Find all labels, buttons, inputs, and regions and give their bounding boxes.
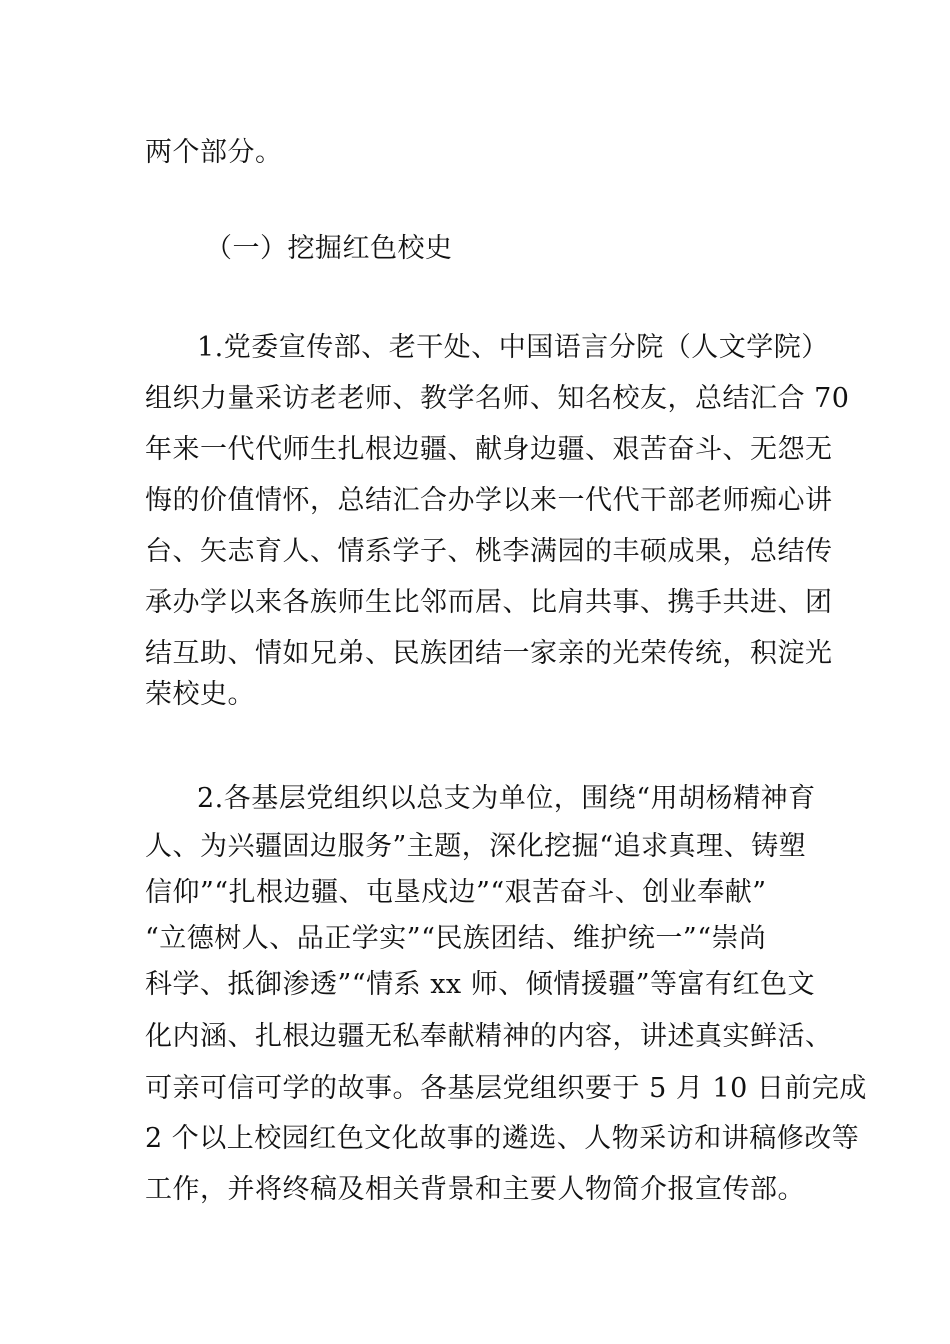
paragraph-line: 1.党委宣传部、老干处、中国语言分院（人文学院）	[197, 332, 829, 363]
paragraph-line: 人、为兴疆固边服务”主题，深化挖掘“追求真理、铸塑	[145, 831, 807, 862]
paragraph-line: 信仰”“扎根边疆、屯垦戍边”“艰苦奋斗、创业奉献”	[145, 877, 767, 908]
paragraph-line: 年来一代代师生扎根边疆、献身边疆、艰苦奋斗、无怨无	[145, 434, 833, 465]
paragraph-line: 荣校史。	[145, 679, 255, 710]
paragraph-line: 工作，并将终稿及相关背景和主要人物简介报宣传部。	[145, 1174, 805, 1205]
paragraph-line: 2.各基层党组织以总支为单位，围绕“用胡杨精神育	[197, 783, 816, 814]
section-heading: （一）挖掘红色校史	[205, 233, 453, 264]
paragraph-line: 2 个以上校园红色文化故事的遴选、人物采访和讲稿修改等	[145, 1123, 860, 1154]
paragraph-line: 组织力量采访老老师、教学名师、知名校友，总结汇合 70	[145, 383, 850, 414]
paragraph-line: 台、矢志育人、情系学子、桃李满园的丰硕成果，总结传	[145, 536, 833, 567]
paragraph-line: “立德树人、品正学实”“民族团结、维护统一”“崇尚	[145, 923, 767, 954]
intro-line: 两个部分。	[145, 137, 283, 168]
paragraph-line: 可亲可信可学的故事。各基层党组织要于 5 月 10 日前完成	[145, 1073, 867, 1104]
paragraph-line: 科学、抵御渗透”“情系 xx 师、倾情援疆”等富有红色文	[145, 969, 816, 1000]
paragraph-line: 化内涵、扎根边疆无私奉献精神的内容，讲述真实鲜活、	[145, 1021, 833, 1052]
paragraph-line: 结互助、情如兄弟、民族团结一家亲的光荣传统，积淀光	[145, 638, 833, 669]
paragraph-line: 承办学以来各族师生比邻而居、比肩共事、携手共进、团	[145, 587, 833, 618]
paragraph-line: 悔的价值情怀，总结汇合办学以来一代代干部老师痴心讲	[145, 485, 833, 516]
